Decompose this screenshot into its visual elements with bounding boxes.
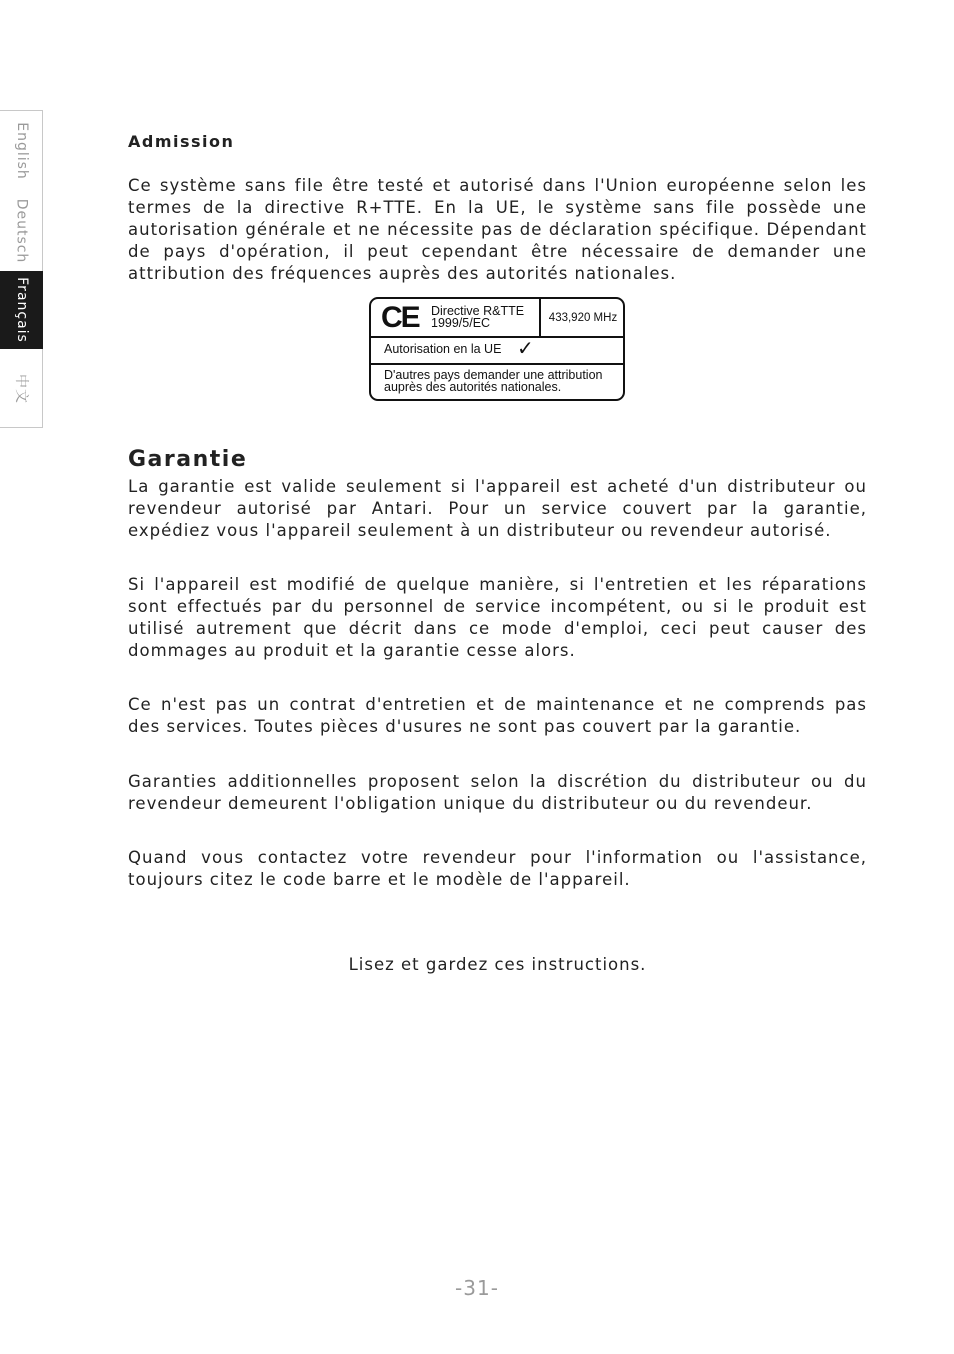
garantie-paragraph: Si l'appareil est modifié de quelque manière, si l'entretien et les réparations sont effectués par du personnel de service incompétent, ou si le produit est utilisé autrement que décrit dans ce mode d'emploi, ceci peut causer des dommages au produit et la garantie cesse alors. [128,575,867,660]
tab-deutsch-label: Deutsch [13,198,30,264]
garantie-paragraph: Quand vous contactez votre revendeur pour l'information ou l'assistance, toujours citez le code barre et le modèle de l'appareil. [128,848,867,889]
tab-english[interactable] [0,111,43,191]
admission-paragraph: Ce système sans file être testé et autorisé dans l'Union européenne selon les termes de la directive R+TTE. En la UE, le système sans file possède une autorisation générale et ne nécessite pas de déclaration spécifique. Dépendant de pays d'opération, il peut cependant être nécessaire de demander une attribution des fréquences auprès des autorités nationales. [128,176,867,283]
language-tabs [0,110,43,428]
tab-english-label: English [13,122,30,180]
garantie-heading: Garantie [128,447,248,472]
ce-directive-line2: 1999/5/EC [431,316,491,330]
tab-deutsch[interactable] [0,191,43,271]
admission-heading: Admission [128,132,235,151]
tab-chinese-label: 中文 [12,374,29,404]
ce-label-box [369,297,625,401]
page-number: -31- [455,1276,499,1300]
garantie-paragraph: Garanties additionnelles proposent selon la discrétion du distributeur ou du revendeur demeurent l'obligation unique du distributeur ou du revendeur. [128,772,867,813]
ce-authorization-row [371,338,623,365]
tab-chinese[interactable] [0,349,43,429]
ce-other-countries-text: D'autres pays demander une attribution auprès des autorités nationales. [384,368,603,394]
tab-francais[interactable] [0,271,43,349]
ce-directive-line1: Directive R&TTE [431,304,525,318]
garantie-paragraph: Ce n'est pas un contrat d'entretien et de maintenance et ne comprends pas des services. Toutes pièces d'usures ne sont pas couvert par la garantie. [128,695,867,736]
ce-directive [431,305,541,329]
ce-authorization-text: Autorisation en la UE [384,342,502,356]
ce-mark-icon: CE [381,301,419,334]
garantie-paragraph: La garantie est valide seulement si l'appareil est acheté d'un distributeur ou revendeur autorisé par Antari. Pour un service couvert par la garantie, expédiez vous l'appareil seulement à un distributeur ou revendeur autorisé. [128,477,867,540]
ce-label-header-row [371,299,623,338]
closing-instruction: Lisez et gardez ces instructions. [348,955,647,974]
tab-francais-label: Français [13,277,30,343]
ce-frequency: 433,920 MHz [548,311,618,324]
check-icon: ✓ [517,338,534,360]
